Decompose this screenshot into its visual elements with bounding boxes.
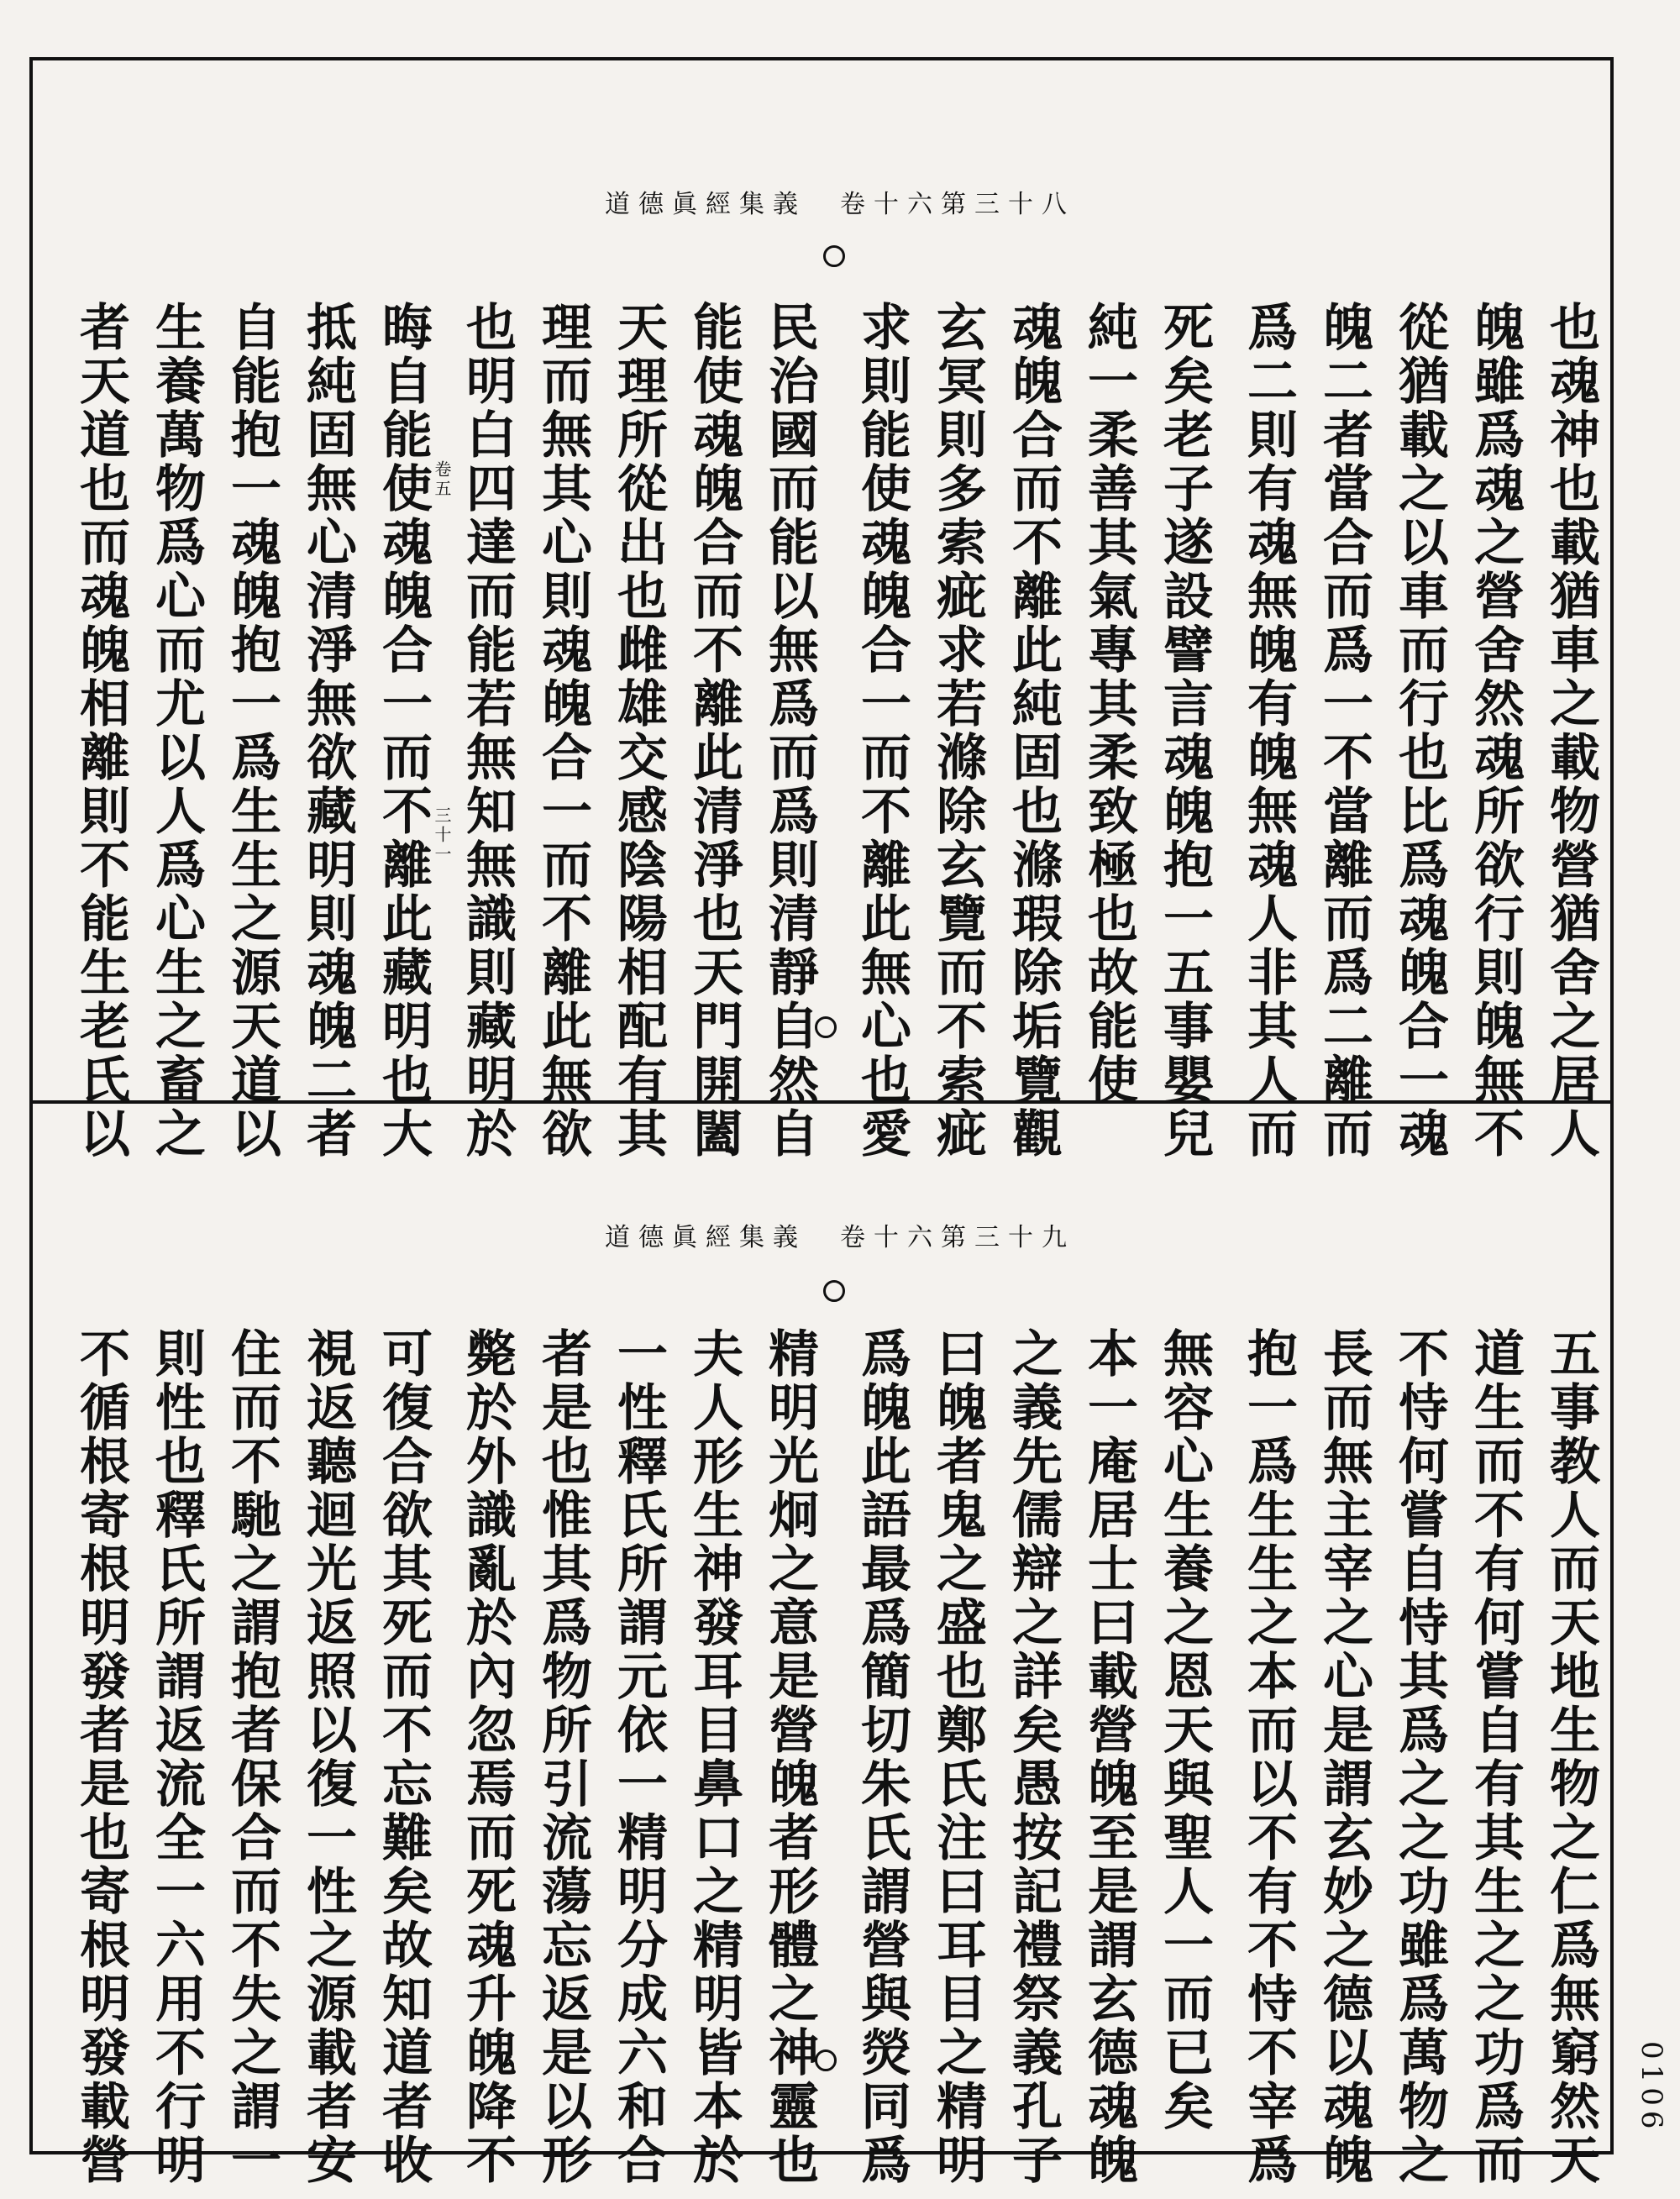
- top-column-11: 民治國而能以無爲而爲則清靜自然自: [760, 301, 819, 1161]
- top-column-10: 求則能使魂魄合一而不離此無心也愛: [853, 301, 911, 1161]
- top-header-text: 道德眞經集義 卷十六第三十八: [605, 190, 1075, 219]
- bottom-column-12: 夫人形生神發耳目鼻口之精明皆本於: [685, 1327, 743, 2187]
- bottom-column-13: 一性釋氏所謂元依一精明分成六和合: [609, 1327, 668, 2187]
- bottom-column-20: 不循根寄根明發者是也寄根明發載營: [71, 1327, 130, 2187]
- bottom-header-text: 道德眞經集義 卷十六第三十九: [605, 1223, 1075, 1252]
- bottom-column-1: 五事教人而天地生物之仁爲無窮然天: [1541, 1327, 1600, 2187]
- top-page-header: [0, 183, 1680, 217]
- top-column-14: 理而無其心則魂魄合一而不離此無欲: [533, 301, 592, 1161]
- page-number: 0106: [1635, 2041, 1668, 2134]
- bottom-column-19: 則性也釋氏所謂返流全一六用不行明: [147, 1327, 206, 2187]
- bottom-column-16: 可復合欲其死而不忘難矣故知道者收: [374, 1327, 433, 2187]
- bottom-column-8: 之義先儒辯之詳矣愚按記禮祭義孔子: [1004, 1327, 1063, 2187]
- leaf-note: 三十一: [432, 806, 452, 864]
- top-column-20: 者天道也而魂魄相離則不能生老氏以: [71, 301, 130, 1161]
- bottom-column-6: 無容心生養之恩天與聖人一而已矣: [1155, 1327, 1214, 2133]
- top-column-18: 自能抱一魂魄抱一爲生生之源天道以: [223, 301, 281, 1161]
- bottom-column-2: 道生而不有何嘗自有其生之之功爲而: [1466, 1327, 1525, 2187]
- top-column-1: 也魂神也載猶車之載物營猶舍之居人: [1541, 301, 1600, 1161]
- bottom-column-7: 本一庵居士曰載營魄至是謂玄德魂魄: [1079, 1327, 1138, 2187]
- bottom-page-header: [0, 1216, 1680, 1250]
- top-column-9: 玄冥則多索疵求若滌除玄覽而不索疵: [928, 301, 987, 1161]
- bottom-column-14: 者是也惟其爲物所引流蕩忘返是以形: [533, 1327, 592, 2187]
- bottom-column-17: 視返聽迴光返照以復一性之源載者安: [298, 1327, 357, 2187]
- top-column-5: 爲二則有魂無魄有魄無魂人非其人而: [1239, 301, 1298, 1161]
- top-column-12: 能使魂魄合而不離此清淨也天門開闔: [685, 301, 743, 1161]
- top-column-2: 魄雖爲魂之營舍然魂所欲行則魄無不: [1466, 301, 1525, 1161]
- top-column-17: 抵純固無心清淨無欲藏明則魂魄二者: [298, 301, 357, 1161]
- top-column-4: 魄二者當合而爲一不當離而爲二離而: [1315, 301, 1373, 1161]
- volume-note: 卷五: [432, 460, 452, 499]
- top-column-15: 也明白四達而能若無知無識則藏明於: [458, 301, 517, 1161]
- top-circle-mark: [823, 245, 845, 267]
- top-column-3: 從猶載之以車而行也比爲魂魄合一魂: [1390, 301, 1449, 1161]
- top-column-16: 晦自能使魂魄合一而不離此藏明也大: [374, 301, 433, 1161]
- top-column-13: 天理所從出也雌雄交感陰陽相配有其: [609, 301, 668, 1161]
- bottom-column-18: 住而不馳之謂抱者保合而不失之謂一: [223, 1327, 281, 2187]
- bottom-column-3: 不恃何嘗自恃其爲之之功雖爲萬物之: [1390, 1327, 1449, 2187]
- bottom-column-5: 抱一爲生生之本而以不有不恃不宰爲: [1239, 1327, 1298, 2187]
- bottom-column-10: 爲魄此語最爲簡切朱氏謂營與熒同爲: [853, 1327, 911, 2187]
- top-column-8: 魂魄合而不離此純固也滌瑕除垢覽觀: [1004, 301, 1063, 1161]
- bottom-column-11: 精明光炯之意是營魄者形體之神靈也: [760, 1327, 819, 2187]
- top-column-6: 死矣老子遂設譬言魂魄抱一五事嬰兒: [1155, 301, 1214, 1161]
- bottom-column-4: 長而無主宰之心是謂玄妙之德以魂魄: [1315, 1327, 1373, 2187]
- top-column-7: 純一柔善其氣專其柔致極也故能使: [1079, 301, 1138, 1107]
- bottom-column-15: 斃於外識亂於內忽焉而死魂升魄降不: [458, 1327, 517, 2187]
- bottom-circle-mark: [823, 1280, 845, 1302]
- bottom-column-9: 曰魄者鬼之盛也鄭氏注曰耳目之精明: [928, 1327, 987, 2187]
- top-column-19: 生養萬物爲心而尤以人爲心生之畜之: [147, 301, 206, 1161]
